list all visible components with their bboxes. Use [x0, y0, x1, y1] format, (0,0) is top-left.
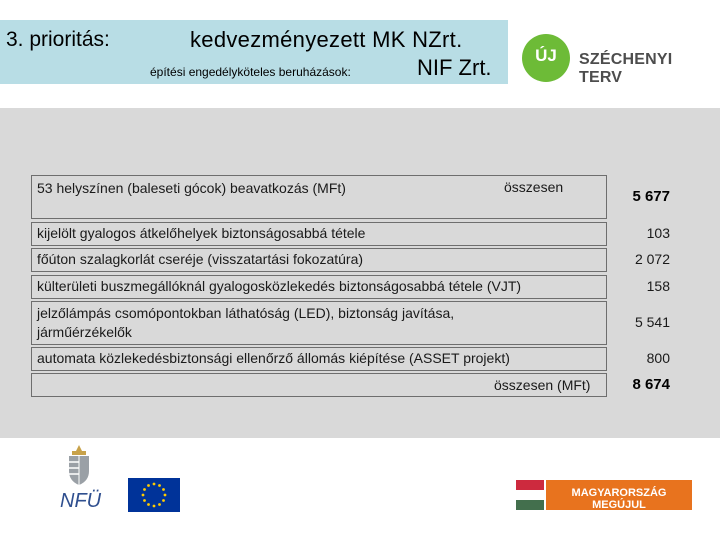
- priority-label: 3. prioritás:: [6, 28, 110, 51]
- row-label: automata közlekedésbiztonsági ellenőrző állomás kiépítése (ASSET projekt): [37, 350, 510, 366]
- permit-value: NIF Zrt.: [417, 55, 492, 80]
- nfu-logo: NFÜ: [60, 490, 102, 512]
- row-label: külterületi buszmegállóknál gyalogosközlekedés biztonságosabbá tétele (VJT): [37, 278, 522, 294]
- intro-label: 53 helyszínen (baleseti gócok) beavatkozás (MFt): [37, 180, 346, 196]
- total-label: összesen (MFt): [494, 377, 591, 393]
- row-value: 5 541: [634, 314, 670, 330]
- row-value: 2 072: [634, 251, 670, 267]
- coat-of-arms-icon: [66, 445, 92, 485]
- row-label: főúton szalagkorlát cseréje (visszatartási fokozatúra): [37, 251, 364, 267]
- total-value: 8 674: [632, 376, 670, 393]
- beneficiary-label: kedvezményezett MK NZrt.: [190, 27, 463, 52]
- logo-text: SZÉCHENYI TERV: [579, 51, 673, 86]
- intro-value: 5 677: [632, 188, 670, 205]
- logo-mark: ÚJ: [535, 46, 557, 65]
- megujul-text: MAGYARORSZÁG MEGÚJUL: [571, 487, 667, 511]
- intro-sum-label: összesen: [504, 179, 564, 195]
- row-label: jelzőlámpás csomópontokban láthatóság (LED), biztonság javítása, járműérzékelők: [37, 305, 455, 340]
- row-value: 800: [646, 350, 670, 366]
- hungarian-flag-icon: [516, 480, 544, 510]
- row-value: 158: [646, 278, 670, 294]
- row-label: kijelölt gyalogos átkelőhelyek biztonságosabbá tétele: [37, 225, 366, 241]
- permit-label: építési engedélyköteles beruházások:: [150, 65, 351, 79]
- row-value: 103: [646, 225, 670, 241]
- eu-flag-icon: [128, 478, 180, 512]
